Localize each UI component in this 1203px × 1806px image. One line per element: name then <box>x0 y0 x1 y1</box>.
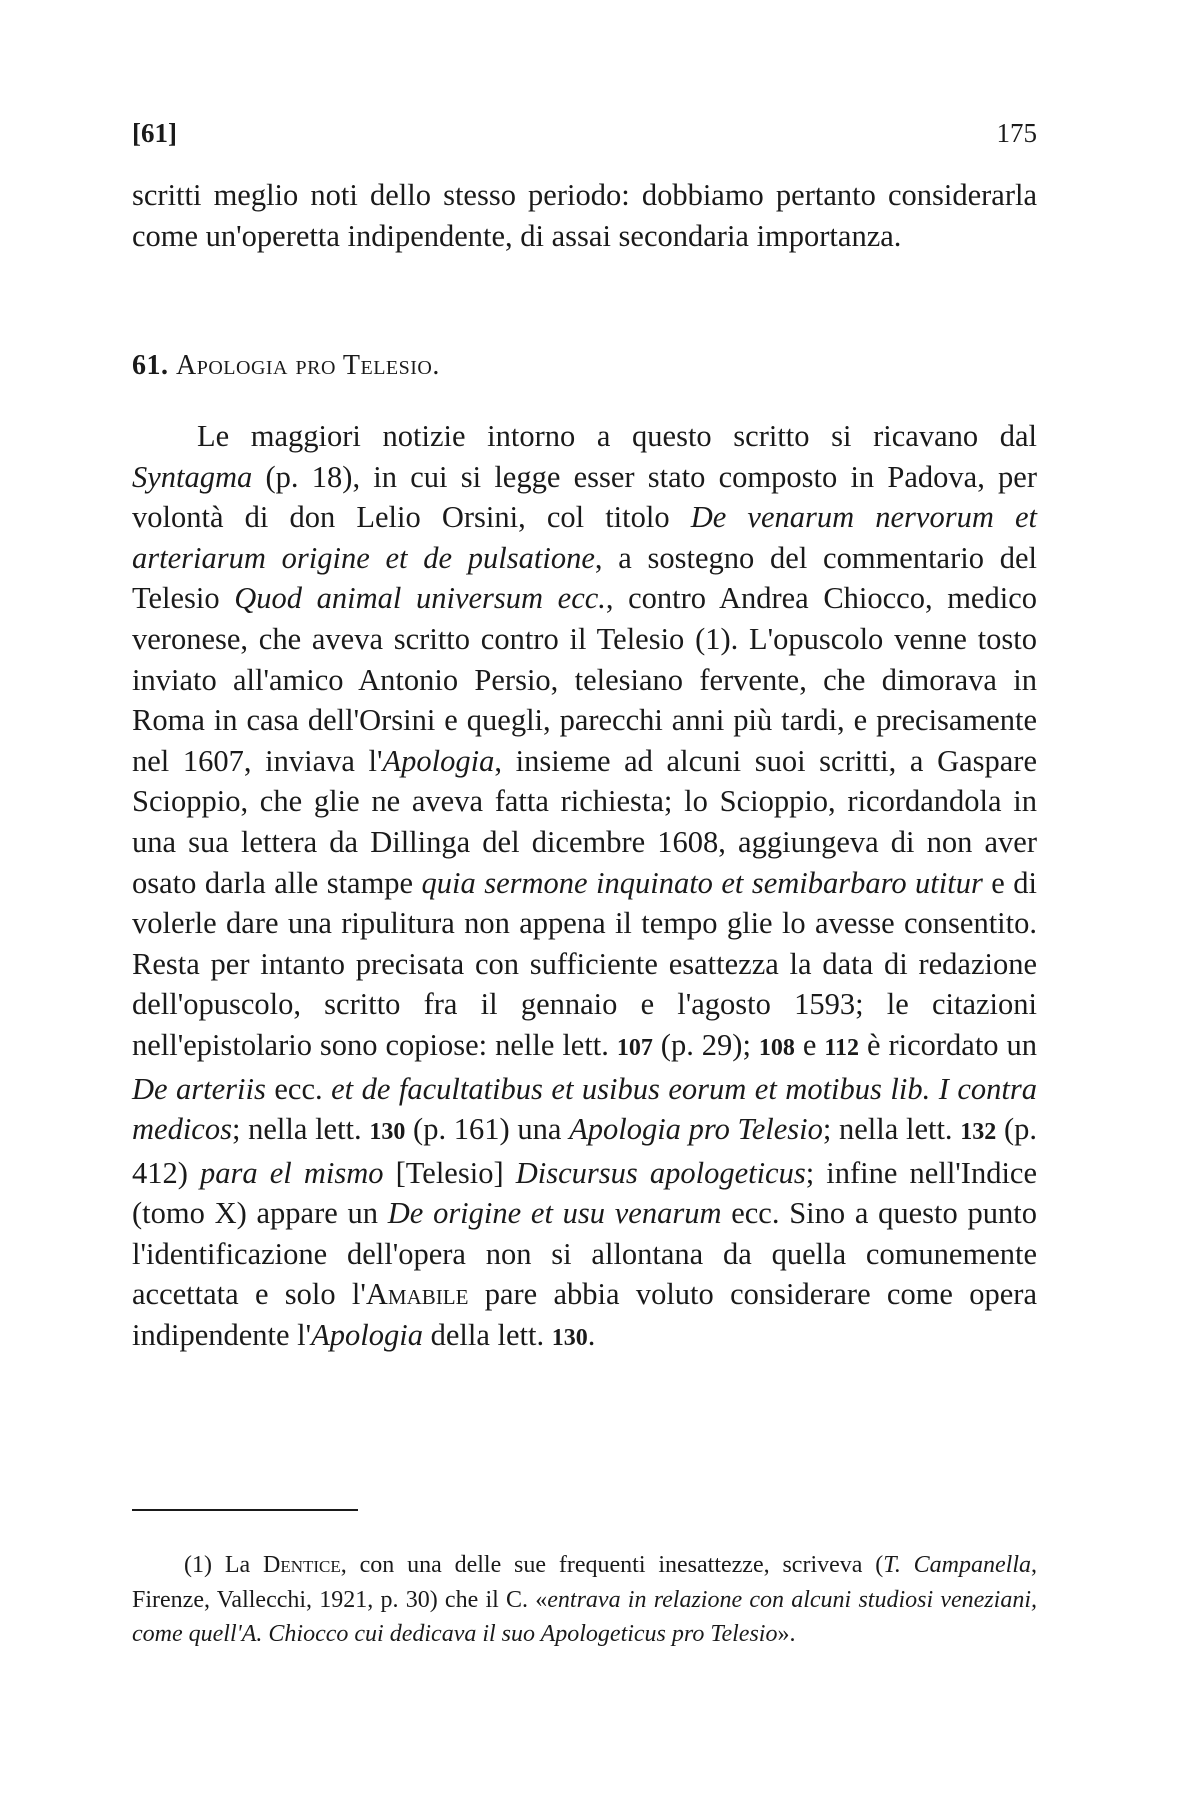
author-name: Dentice <box>262 1552 341 1578</box>
main-paragraph-text <box>132 416 1037 1359</box>
intro-paragraph <box>132 175 1037 256</box>
italic-title: Discursus apologeticus <box>515 1155 806 1190</box>
text-run: , a sostegno del commentario del Telesio <box>132 540 1037 616</box>
italic-quote: quia sermone inquinato et semibarbaro utitur <box>421 865 983 900</box>
italic-quote: entrava in relazione con alcuni studiosi veneziani, come quell'A. Chiocco cui dedicava il suo Apologeticus pro Telesio <box>132 1586 1037 1647</box>
text-run: pare abbia voluto considerare come opera indipendente l' <box>132 1277 1037 1353</box>
main-paragraph <box>132 416 1037 1359</box>
letter-number: 132 <box>960 1119 997 1146</box>
text-run: [Telesio] <box>383 1155 516 1190</box>
page-number: 175 <box>996 118 1037 148</box>
text-run: ecc. <box>265 1071 332 1106</box>
letter-number: 108 <box>758 1034 795 1061</box>
text-run: (p. 18), in cui si legge esser stato composto in Padova, per volontà di don Lelio Orsini, col titolo <box>132 459 1037 535</box>
text-run: , con una delle sue frequenti inesattezze, scriveva ( <box>340 1552 884 1578</box>
footnotes <box>132 1548 1037 1652</box>
italic-title: Syntagma <box>132 459 253 494</box>
text-run: e <box>794 1027 825 1062</box>
running-head <box>132 118 1037 158</box>
letter-number: 130 <box>369 1119 406 1146</box>
letter-number: 107 <box>616 1034 653 1061</box>
italic-title: Quod animal universum ecc. <box>234 581 606 616</box>
text-run: della lett. <box>422 1318 552 1353</box>
text-run: è ricordato un <box>859 1027 1037 1062</box>
section-heading-number: 61. <box>132 350 169 381</box>
italic-title: De arteriis <box>132 1071 266 1106</box>
footnote-1 <box>132 1548 1037 1652</box>
author-name: Amabile <box>365 1277 469 1312</box>
text-run: , contro Andrea Chiocco, medico veronese, che aveva scritto contro il Telesio (1). L'opuscolo venne tosto inviato all'amico Antonio Persio, telesiano fervente, che dimorava in Roma in casa dell'Orsini e quegli, parecchi anni più tardi, e precisamente nel 1607, inviava l' <box>132 581 1037 778</box>
text-run: ; infine nell'Indice (tomo X) appare un <box>132 1155 1037 1231</box>
text-run: Le maggiori notizie intorno a questo scritto si ricavano dal <box>197 419 1037 453</box>
text-run: (1) La <box>184 1552 263 1578</box>
section-number-header: [61] <box>132 118 177 148</box>
text-run: (p. 29); <box>652 1027 759 1062</box>
text-run: ecc. Sino a questo punto l'identificazione dell'opera non si allontana da quella comunemente accettata e solo l' <box>132 1196 1037 1312</box>
italic-title: T. Campanella <box>883 1552 1031 1578</box>
text-run: , insieme ad alcuni suoi scritti, a Gaspare Scioppio, che glie ne aveva fatta richiesta; lo Scioppio, ricordandola in una sua lettera da Dillinga del dicembre 1608, aggiungeva di non aver osato darla alle stampe <box>132 743 1037 900</box>
italic-title: et de facultatibus et usibus eorum et motibus lib. I contra medicos <box>132 1071 1037 1147</box>
intro-text: scritti meglio noti dello stesso periodo: dobbiamo pertanto considerarla come un'operetta indipendente, di assai secondaria importanza. <box>132 178 1037 253</box>
letter-number: 130 <box>551 1325 588 1352</box>
text-run: . <box>587 1318 596 1353</box>
text-run: e di volerle dare una ripulitura non appena il tempo glie lo avesse consentito. Resta per intanto precisata con sufficiente esattezza la data di redazione dell'opuscolo, scritto fra il gennaio e l'agosto 1593; le citazioni nell'epistolario sono copiose: nelle lett. <box>132 865 1037 1062</box>
italic-title: Apologia <box>311 1318 423 1353</box>
text-run: (p. 412) <box>132 1112 1037 1190</box>
italic-title: De origine et usu venarum <box>387 1196 722 1231</box>
text-run: ; nella lett. <box>822 1112 961 1147</box>
section-heading-title: Apologia pro Telesio. <box>176 350 440 381</box>
text-run: , Firenze, Vallecchi, 1921, p. 30) che il C. « <box>132 1552 1037 1613</box>
italic-quote: para el mismo <box>200 1155 384 1190</box>
letter-number: 112 <box>824 1034 860 1061</box>
italic-title: Apologia pro Telesio <box>569 1112 823 1147</box>
text-run: ; nella lett. <box>231 1112 370 1147</box>
text-run: (p. 161) una <box>405 1112 570 1147</box>
section-heading <box>132 350 1037 382</box>
italic-title: Apologia <box>382 743 495 778</box>
text-run: ». <box>777 1621 796 1647</box>
italic-title: De venarum nervorum et arteriarum origine et de pulsatione <box>132 500 1037 575</box>
footnote-rule <box>132 1509 358 1511</box>
